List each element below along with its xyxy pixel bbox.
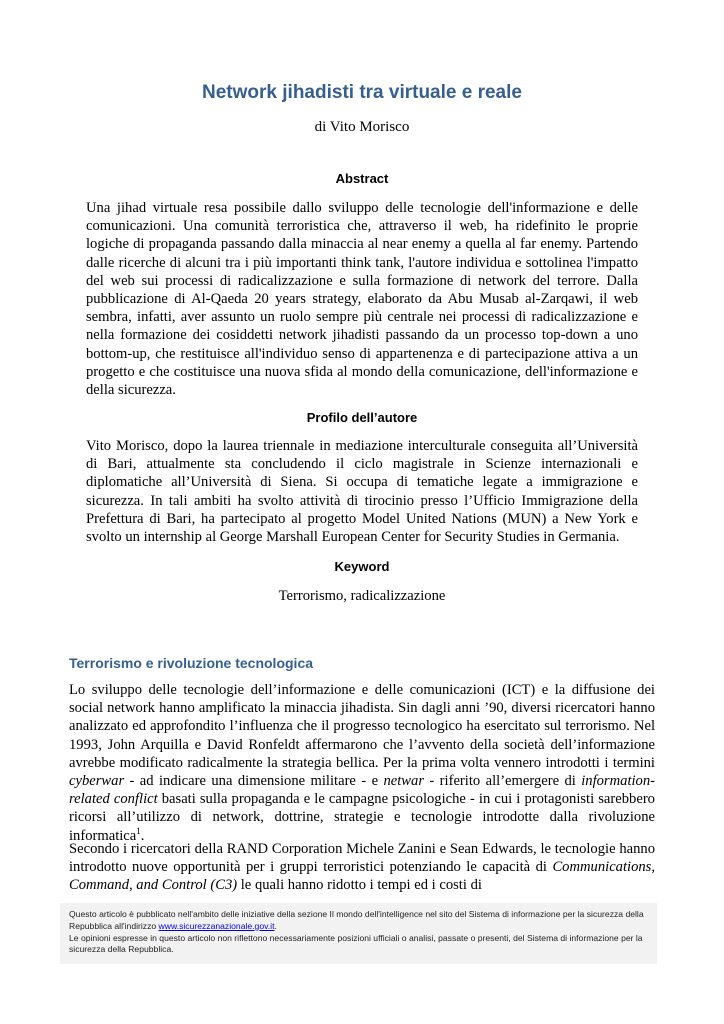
p1-text-e: . [140, 827, 145, 844]
p1-text-c: - riferito all’emergere di [424, 773, 582, 790]
term-netwar: netwar [383, 773, 425, 790]
keyword-text: Terrorismo, radicalizzazione [278, 588, 446, 604]
section-title: Terrorismo e rivoluzione tecnologica [69, 655, 314, 671]
footnote-reference[interactable]: 1 [136, 825, 141, 836]
footer-text-1: Questo articolo è pubblicato nell'ambito delle iniziative della sezione Il mondo dell'intelligence nel sito del Sistema di informazione per la sicurezza della Repubblica all'indirizzo [69, 909, 644, 931]
author-profile-heading: Profilo dell’autore [306, 410, 418, 425]
p1-text-b: - ad indicare una dimensione militare - e [124, 773, 384, 790]
footer-line-1 [69, 909, 648, 933]
article-title: Network jihadisti tra virtuale e reale [202, 82, 522, 103]
term-cyberwar: cyberwar [69, 773, 125, 790]
footer-line-2: Le opinioni espresse in questo articolo non riflettono necessariamente posizioni ufficiali o analisi, passate o presenti, del Sistema di informazione per la sicurezza della Repubblica. [69, 932, 643, 955]
p1-text-d: basati sulla propaganda e le campagne psicologiche - in cui i protagonisti sarebbero ricorsi all’utilizzo di network, dottrine, strategie e tecnologie introdotte dalla rivoluzione informatica [69, 791, 655, 844]
body-paragraph-2 [69, 840, 655, 895]
body-paragraph-1 [69, 681, 655, 845]
abstract-text: Una jihad virtuale resa possibile dallo sviluppo delle tecnologie dell'informazione e delle comunicazioni. Una comunità terroristica che, attraverso il web, ha ridefinito le proprie logiche di propaganda passando dalla minaccia al near enemy a quella al far enemy. Partendo dalle ricerche di alcuni tra i più importanti think tank, l'autore individua e sottolinea l'impatto del web sui processi di radicalizzazione e sulla formazione di network del terrore. Dalla pubblicazione di Al-Qaeda 20 years strategy, elaborato da Abu Musab al-Zarqawi, il web sembra, infatti, aver assunto un ruolo sempre più centrale nei processi di radicalizzazione e nella formazione dei cosiddetti network jihadisti passando da un processo top-down a uno bottom-up, che restituisce all'individuo senso di appartenenza e di partecipazione attiva a un progetto e che costituisce una nuova sfida al mondo della comunicazione, dell'informazione e della sicurezza. [86, 200, 638, 399]
footer-link[interactable]: www.sicurezzanazionale.gov.it [158, 920, 275, 931]
p1-text-a: Lo sviluppo delle tecnologie dell’informazione e delle comunicazioni (ICT) e la diffusione dei social network hanno amplificato la minaccia jihadista. Sin dagli anni ’90, diversi ricercatori hanno analizzato ed approfondito l’influenza che il progresso tecnologico ha esercitato sul terrorismo. Nel 1993, John Arquilla e David Ronfeldt affermarono che l’avvento della società dell’informazione avrebbe modificato radicalmente la strategia bellica. Per la prima volta vennero introdotti i termini [69, 682, 655, 771]
footer-notice [60, 903, 657, 964]
term-information-related-conflict: information-related conflict [69, 773, 656, 808]
author-byline: di Vito Morisco [314, 119, 410, 135]
author-profile-text: Vito Morisco, dopo la laurea triennale in mediazione interculturale conseguita all’Università di Bari, attualmente sta concludendo il ciclo magistrale in Scienze internazionali e diplomatiche all’Università di Siena. Si occupa di tematiche legate a immigrazione e sicurezza. In tali ambiti ha svolto attività di tirocinio presso l’Ufficio Immigrazione della Prefettura di Bari, ha partecipato al progetto Model United Nations (MUN) a New York e svolto un internship al George Marshall European Center for Security Studies in Germania. [86, 438, 638, 546]
p2-text-a: Secondo i ricercatori della RAND Corporation Michele Zanini e Sean Edwards, le tecnologie hanno introdotto nuove opportunità per i gruppi terroristici potenziando le capacità di [69, 841, 655, 876]
abstract-heading: Abstract [335, 171, 389, 186]
term-c3: Communications, Command, and Control (C3) [69, 859, 655, 894]
p2-text-b: le quali hanno ridotto i tempi ed i costi di [237, 877, 482, 894]
footer-text-1-end: . [274, 920, 277, 931]
keyword-heading: Keyword [334, 559, 390, 574]
